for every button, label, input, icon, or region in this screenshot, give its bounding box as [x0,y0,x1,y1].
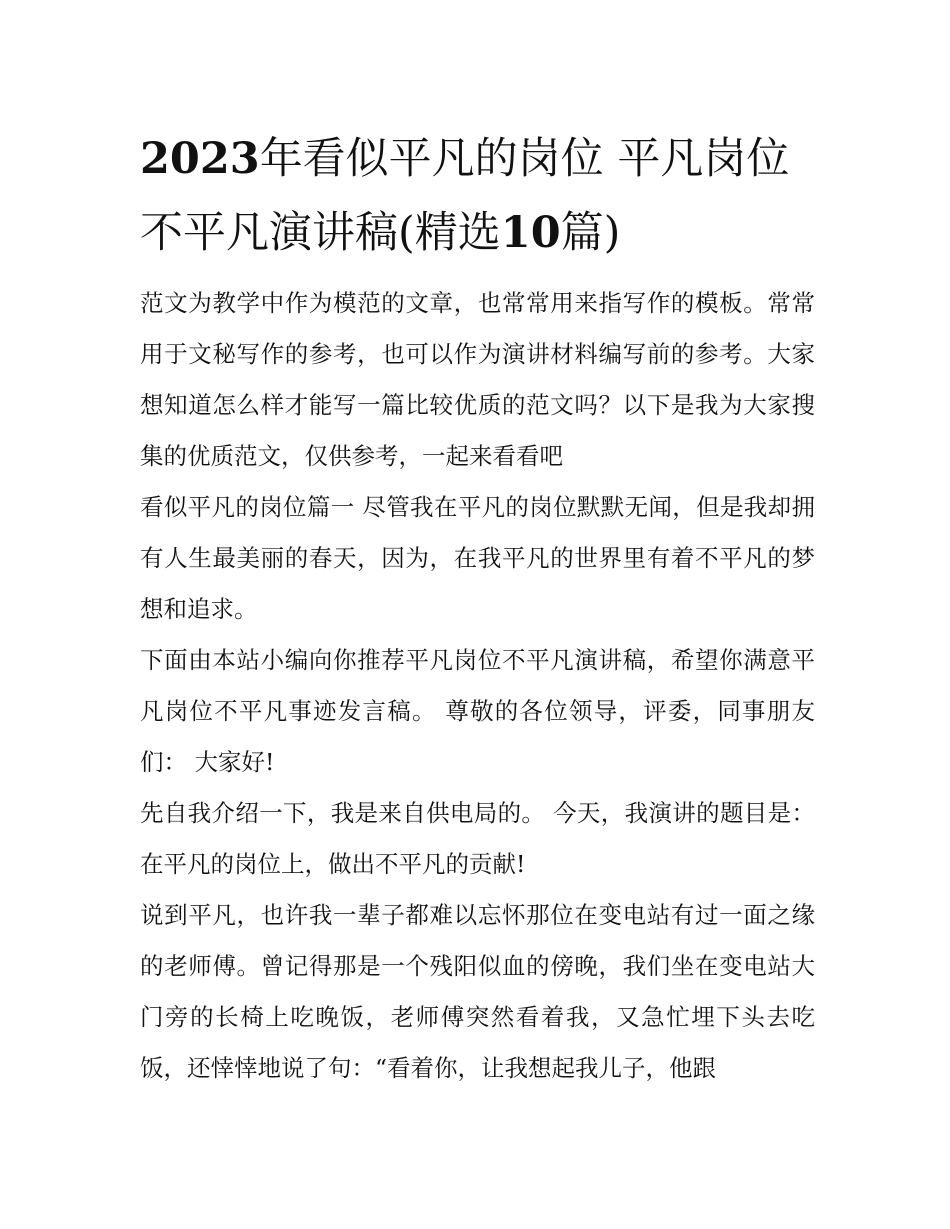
title-text: 年看似平凡的岗位 平凡岗位不平凡演讲稿(精选 [140,134,790,258]
title-count: 10 [500,208,561,258]
paragraph-intro: 范文为教学中作为模范的文章，也常常用来指写作的模板。常常用于文秘写作的参考，也可以作为演讲材料编写前的参考。大家想知道怎么样才能写一篇比较优质的范文吗？以下是我为大家搜集的优质范文，仅供参考，一起来看看吧 [140,289,815,470]
paragraph-self-intro: 先自我介绍一下，我是来自供电局的。 今天，我演讲的题目是：在平凡的岗位上，做出不平凡的贡献! [140,799,815,878]
document-title [140,122,815,270]
paragraph-story: 说到平凡，也许我一辈子都难以忘怀那位在变电站有过一面之缘的老师傅。曾记得那是一个残阳似血的傍晚，我们坐在变电站大门旁的长椅上吃晚饭，老师傅突然看着我，又急忙埋下头去吃饭，还悻悻地说了句：“看着你，让我想起我儿子，他跟 [140,901,815,1082]
paragraph-recommendation: 下面由本站小编向你推荐平凡岗位不平凡演讲稿，希望你满意平凡岗位不平凡事迹发言稿。 尊敬的各位领导，评委，同事朋友们： 大家好! [140,646,815,776]
title-year: 2023 [140,134,260,184]
paragraph-article-one: 看似平凡的岗位篇一 尽管我在平凡的岗位默默无闻，但是我却拥有人生最美丽的春天，因为，在我平凡的世界里有着不平凡的梦想和追求。 [140,493,815,623]
document-content [140,122,815,1094]
title-end: 篇) [560,208,621,258]
